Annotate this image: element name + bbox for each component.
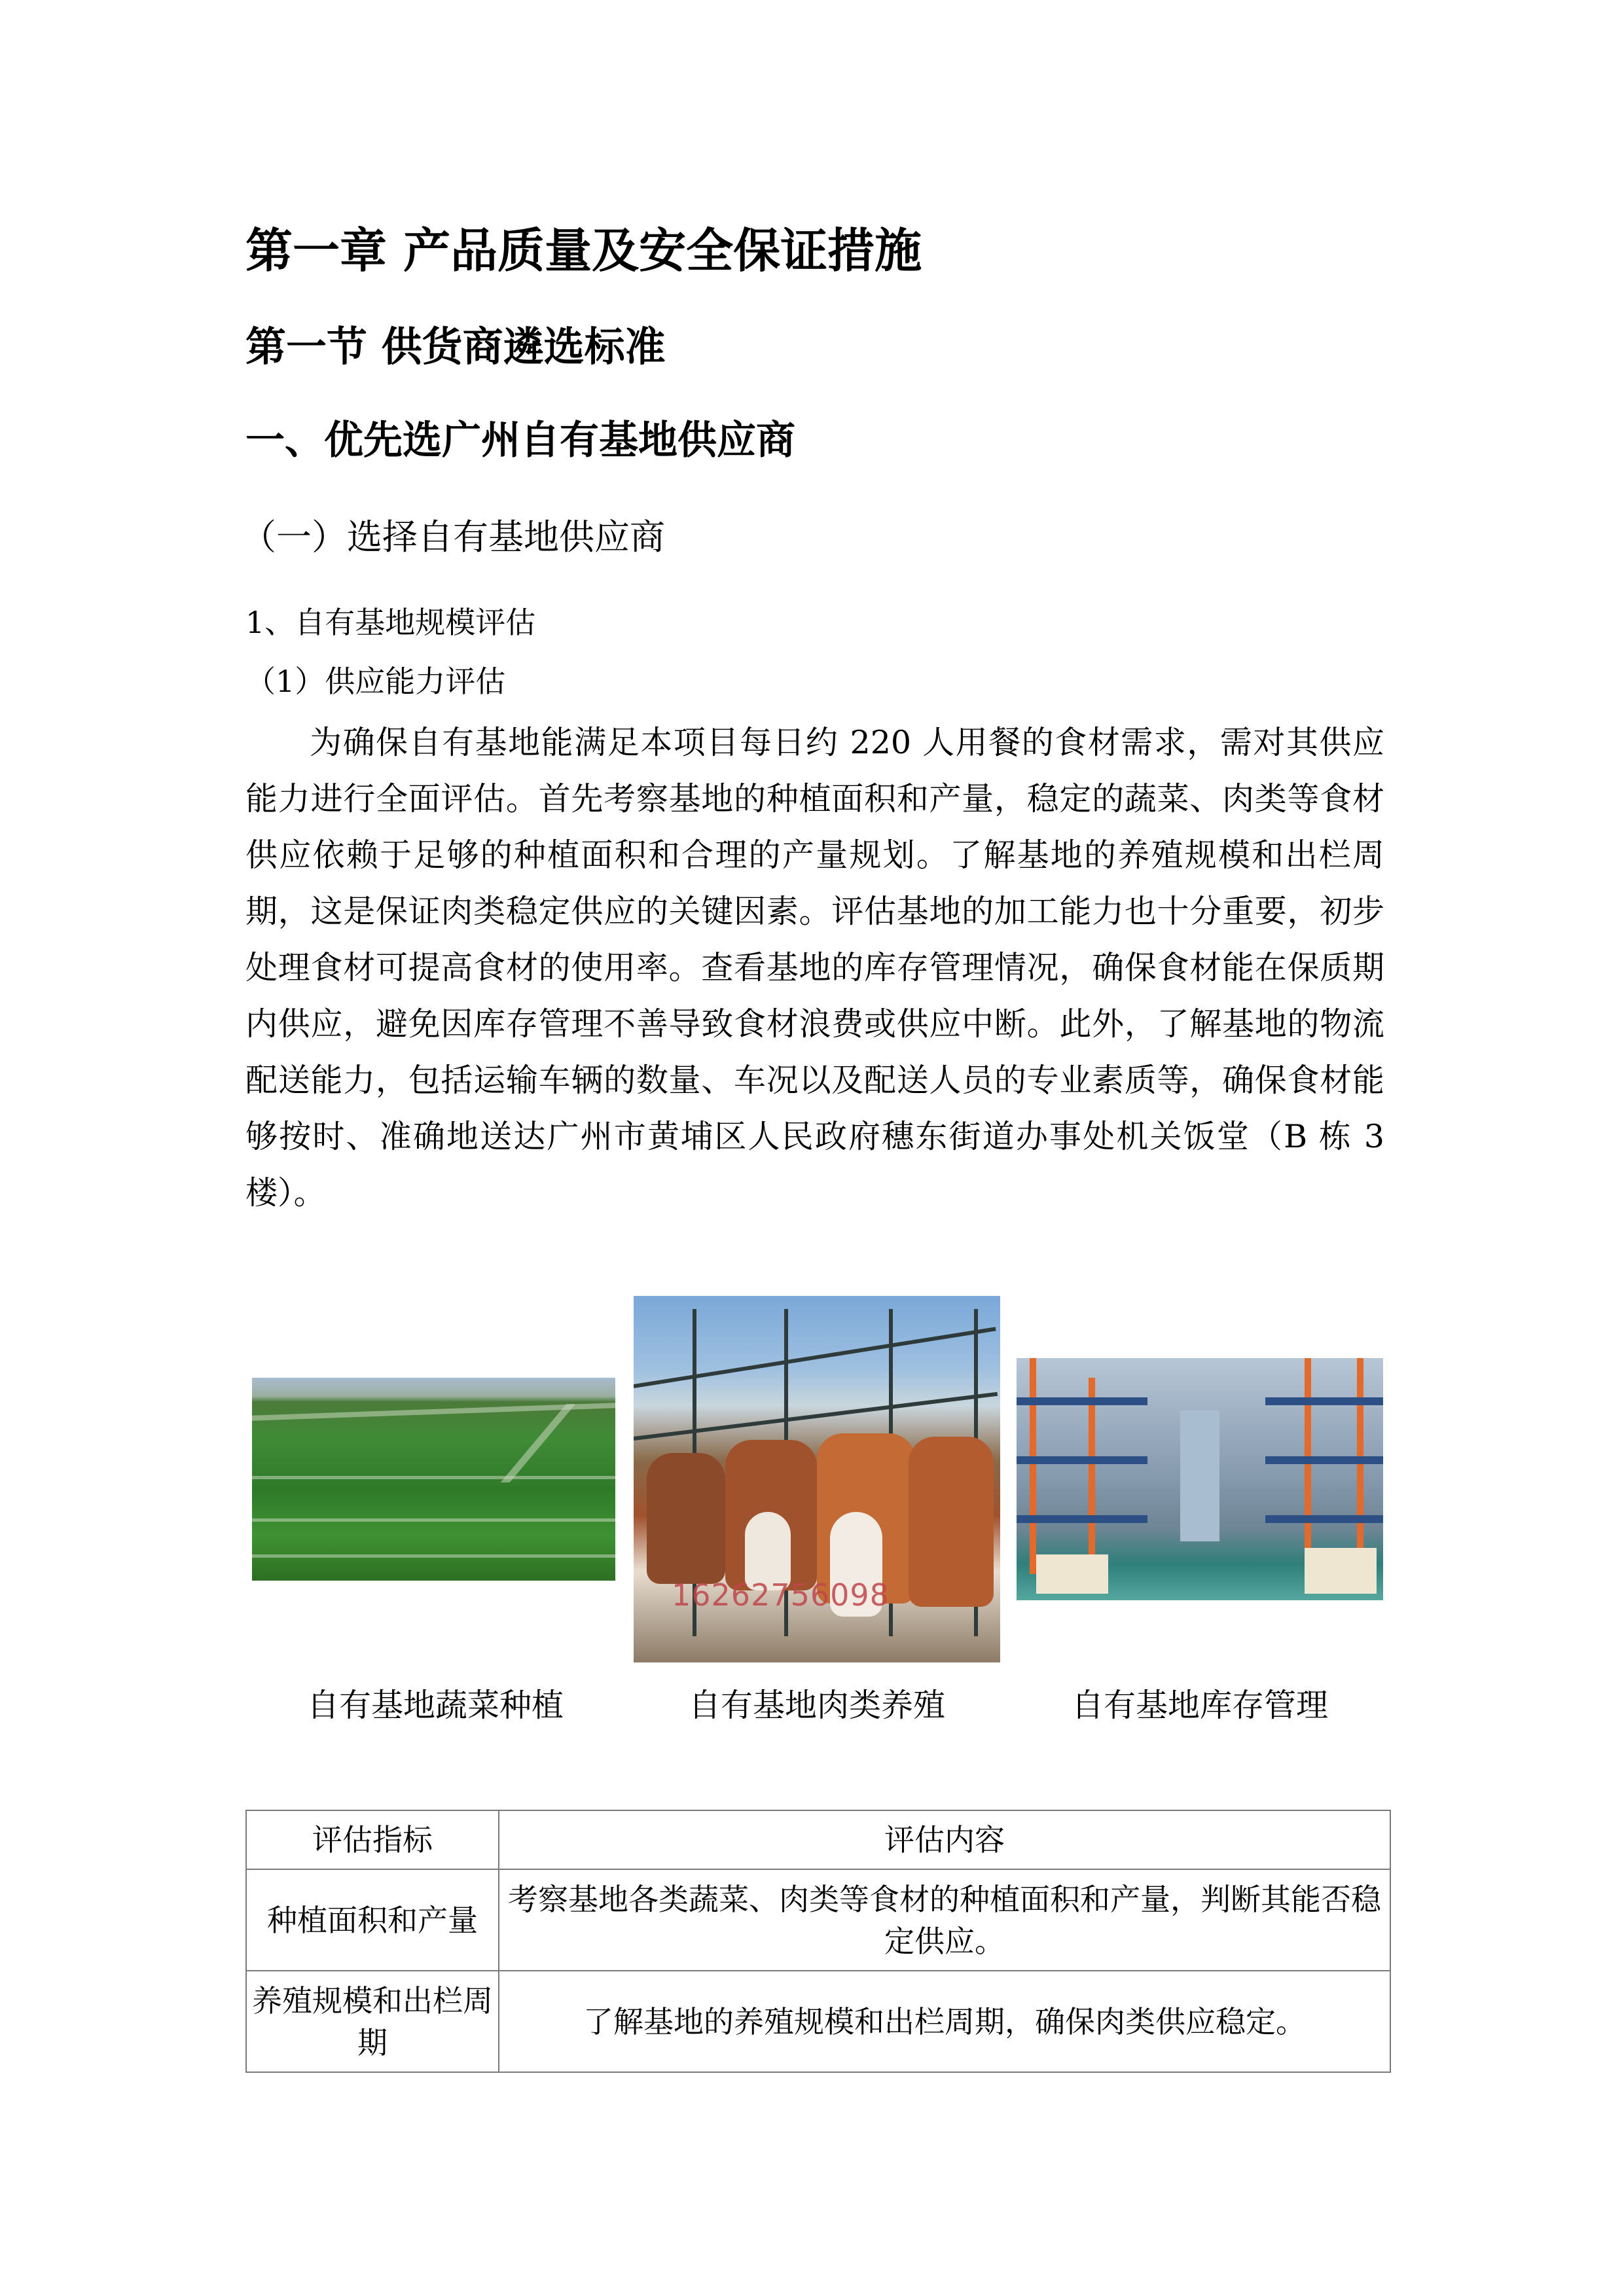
header-content: 评估内容 xyxy=(499,1810,1390,1869)
item-heading-3: （1）供应能力评估 xyxy=(245,664,506,699)
photo-watermark: 16262756098 xyxy=(672,1577,890,1613)
row-indicator: 种植面积和产量 xyxy=(246,1869,499,1971)
row-content: 考察基地各类蔬菜、肉类等食材的种植面积和产量，判断其能否稳定供应。 xyxy=(499,1869,1390,1971)
body-text xyxy=(245,715,1384,1221)
item-heading-1: （一）选择自有基地供应商 xyxy=(241,516,665,558)
item-heading-2: 1、自有基地规模评估 xyxy=(245,605,536,640)
header-indicator: 评估指标 xyxy=(246,1810,499,1869)
body-paragraph: 为确保自有基地能满足本项目每日约 220 人用餐的食材需求，需对其供应能力进行全面评估。首先考察基地的种植面积和产量，稳定的蔬菜、肉类等食材供应依赖于足够的种植面积和合理的产量规划。了解基地的养殖规模和出栏周期，这是保证肉类稳定供应的关键因素。评估基地的加工能力也十分重要，初步处理食材可提高食材的使用率。查看基地的库存管理情况，确保食材能在保质期内供应，避免因库存管理不善导致食材浪费或供应中断。此外，了解基地的物流配送能力，包括运输车辆的数量、车况以及配送人员的专业素质等，确保食材能够按时、准确地送达广州市黄埔区人民政府穗东街道办事处机关饭堂（B 栋 3 楼）。 xyxy=(245,724,1384,1211)
caption-cattle: 自有基地肉类养殖 xyxy=(688,1687,945,1724)
evaluation-table xyxy=(245,1810,1391,2073)
row-content: 了解基地的养殖规模和出栏周期，确保肉类供应稳定。 xyxy=(499,1971,1390,2072)
caption-warehouse: 自有基地库存管理 xyxy=(1071,1687,1328,1724)
subsection-title: 一、优先选广州自有基地供应商 xyxy=(245,418,795,463)
vegetable-field-photo xyxy=(252,1378,615,1581)
table-header-row xyxy=(246,1810,1390,1869)
caption-vegetable: 自有基地蔬菜种植 xyxy=(306,1687,564,1724)
chapter-title: 第一章 产品质量及安全保证措施 xyxy=(245,223,922,278)
table-row xyxy=(246,1971,1390,2072)
cattle-farm-photo xyxy=(634,1296,1000,1662)
section-title: 第一节 供货商遴选标准 xyxy=(245,323,666,370)
warehouse-storage-photo xyxy=(1017,1358,1383,1600)
table-row xyxy=(246,1869,1390,1971)
row-indicator: 养殖规模和出栏周期 xyxy=(246,1971,499,2072)
